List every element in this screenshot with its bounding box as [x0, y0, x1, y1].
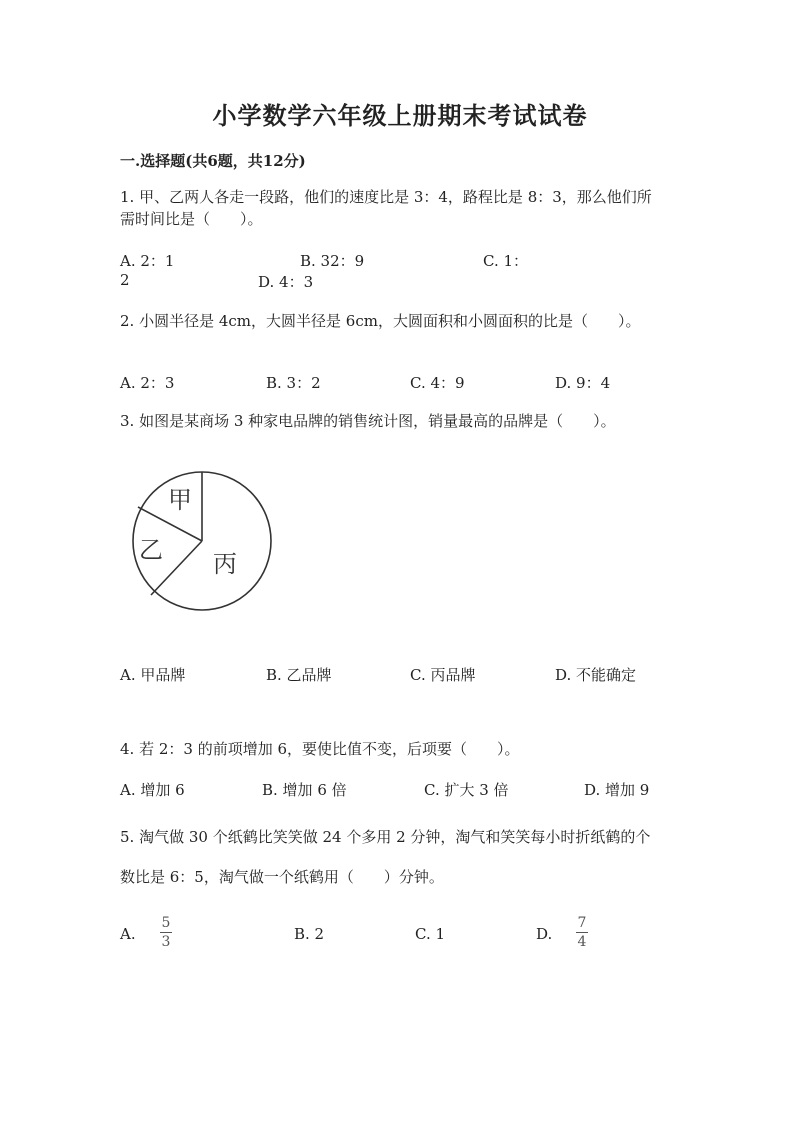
- q1-option-c-cont: 2: [120, 271, 130, 289]
- q5-option-d-label: D.: [536, 925, 553, 943]
- question-3-text: 3. 如图是某商场 3 种家电品牌的销售统计图，销量最高的品牌是（ ）。: [120, 412, 616, 430]
- question-5-line2: 数比是 6：5，淘气做一个纸鹤用（ ）分钟。: [120, 868, 444, 886]
- q2-option-a[interactable]: A. 2：3: [120, 374, 175, 392]
- q2-option-c[interactable]: C. 4：9: [410, 374, 465, 392]
- q3-option-b[interactable]: B. 乙品牌: [266, 666, 332, 684]
- q3-option-d[interactable]: D. 不能确定: [555, 666, 637, 684]
- fraction-a-bar: [160, 932, 172, 933]
- pie-label-bing: 丙: [213, 550, 237, 578]
- question-1-text: [120, 186, 652, 230]
- question-4-text: 4. 若 2：3 的前项增加 6，要使比值不变，后项要（ ）。: [120, 740, 520, 758]
- q4-option-d[interactable]: D. 增加 9: [584, 781, 650, 799]
- question-2-text: 2. 小圆半径是 4cm，大圆半径是 6cm，大圆面积和小圆面积的比是（ ）。: [120, 312, 641, 330]
- q1-option-d[interactable]: D. 4：3: [258, 273, 314, 291]
- pie-label-yi: 乙: [139, 536, 163, 564]
- page-title: 小学数学六年级上册期末考试试卷: [212, 101, 588, 130]
- fraction-d-numerator: 7: [577, 915, 587, 931]
- q1-option-b[interactable]: B. 32：9: [300, 252, 365, 270]
- question-1-line2: 需时间比是（ ）。: [120, 210, 263, 228]
- q3-option-a[interactable]: A. 甲品牌: [120, 666, 186, 684]
- section-heading: 一.选择题(共6题，共12分): [120, 152, 306, 170]
- fraction-d-bar: [576, 932, 588, 933]
- q5-option-d[interactable]: [536, 925, 552, 943]
- q1-option-c[interactable]: C. 1：: [483, 252, 529, 270]
- q3-option-c[interactable]: C. 丙品牌: [410, 666, 476, 684]
- q2-option-b[interactable]: B. 3：2: [266, 374, 321, 392]
- q5-option-a-label: A.: [120, 925, 136, 943]
- q4-option-c[interactable]: C. 扩大 3 倍: [424, 781, 509, 799]
- q5-option-c[interactable]: C. 1: [415, 925, 446, 943]
- question-5-text: [120, 817, 650, 897]
- q1-option-a[interactable]: A. 2：1: [120, 252, 175, 270]
- q5-fraction-d: [576, 915, 588, 950]
- fraction-d-denominator: 4: [577, 934, 587, 950]
- q4-option-b[interactable]: B. 增加 6 倍: [262, 781, 347, 799]
- fraction-a-denominator: 3: [161, 934, 171, 950]
- pie-label-jia: 甲: [168, 486, 192, 514]
- brand-pie-chart: [120, 462, 280, 622]
- q5-option-b[interactable]: B. 2: [294, 925, 325, 943]
- fraction-a-numerator: 5: [161, 915, 171, 931]
- question-1-line1: 1. 甲、乙两人各走一段路，他们的速度比是 3：4，路程比是 8：3，那么他们所: [120, 188, 652, 206]
- q2-option-d[interactable]: D. 9：4: [555, 374, 611, 392]
- question-5-line1: 5. 淘气做 30 个纸鹤比笑笑做 24 个多用 2 分钟，淘气和笑笑每小时折纸鹤的个: [120, 828, 651, 846]
- q4-option-a[interactable]: A. 增加 6: [120, 781, 185, 799]
- q5-fraction-a: [160, 915, 172, 950]
- q5-option-a[interactable]: [120, 925, 136, 943]
